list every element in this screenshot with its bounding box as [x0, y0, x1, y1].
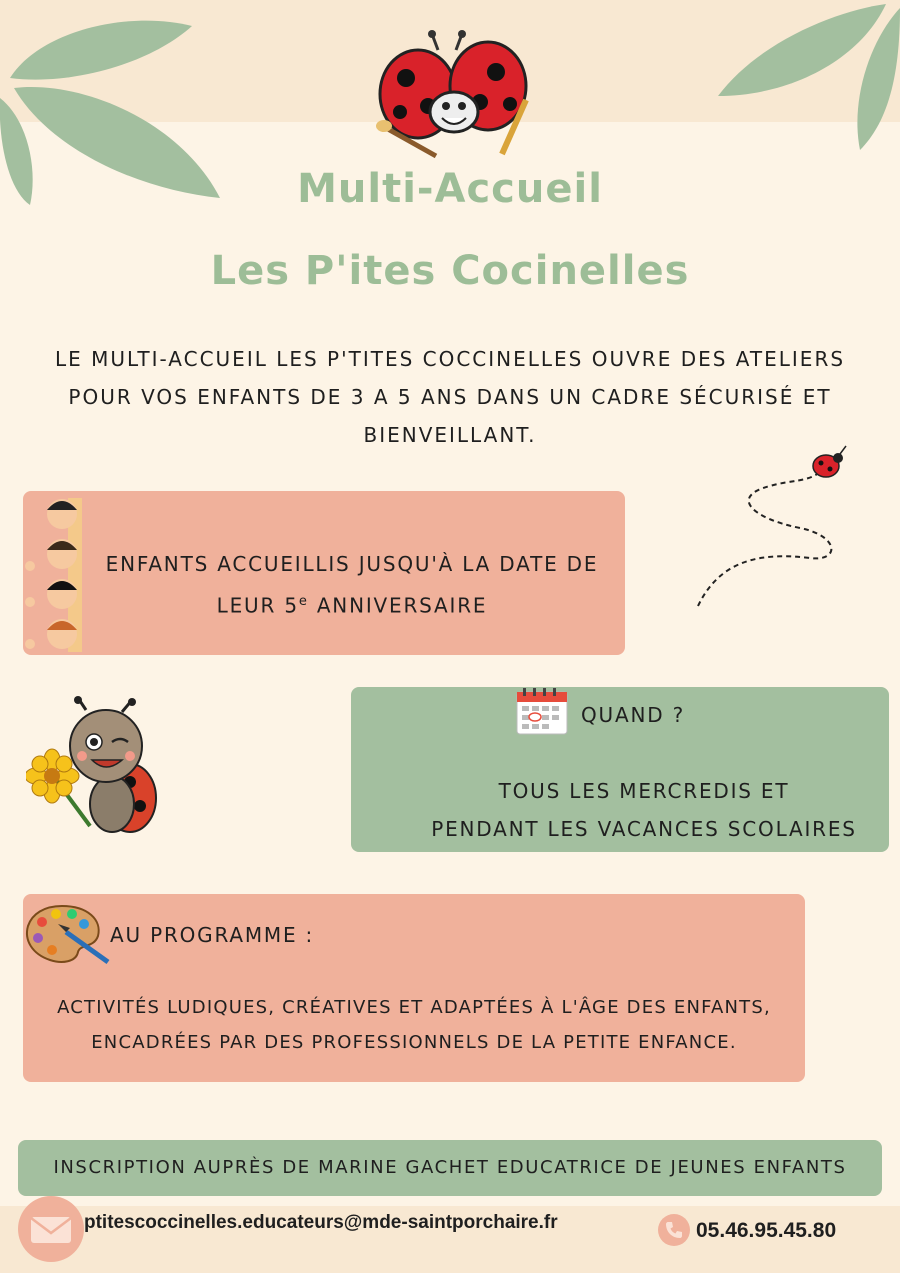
program-line: ENCADRÉES PAR DES PROFESSIONNELS DE LA PETITE ENFANCE.	[91, 1032, 737, 1053]
program-heading: AU PROGRAMME :	[110, 923, 315, 947]
when-heading: QUAND ?	[581, 703, 685, 727]
when-text	[386, 772, 900, 848]
calendar-icon	[515, 688, 569, 736]
leaf-icon	[700, 0, 900, 160]
age-line-prefix: LEUR 5	[216, 593, 299, 618]
intro-line: POUR VOS ENFANTS DE 3 A 5 ANS DANS UN CADRE SÉCURISÉ ET	[68, 385, 832, 409]
when-line: TOUS LES MERCREDIS ET	[498, 779, 790, 803]
ladybug-icon	[690, 440, 860, 620]
age-line: ENFANTS ACCUEILLIS JUSQU'À LA DATE DE	[105, 552, 599, 576]
program-text	[30, 990, 798, 1060]
when-line: PENDANT LES VACANCES SCOLAIRES	[431, 817, 857, 841]
age-line	[86, 583, 618, 625]
ladybug-flower-icon	[26, 696, 160, 842]
email-link[interactable]: ptitescoccinelles.educateurs@mde-saintporchaire.fr	[84, 1212, 558, 1233]
age-line-suffix: ANNIVERSAIRE	[308, 593, 488, 618]
inscription-banner: INSCRIPTION AUPRÈS DE MARINE GACHET EDUCATRICE DE JEUNES ENFANTS	[18, 1140, 882, 1196]
ladybug-mascot-icon	[376, 30, 536, 170]
intro-text	[30, 340, 870, 454]
palette-icon	[22, 902, 112, 966]
children-icon	[24, 494, 86, 654]
age-line-sup: e	[298, 594, 309, 609]
mail-icon	[18, 1196, 84, 1262]
program-line: ACTIVITÉS LUDIQUES, CRÉATIVES ET ADAPTÉES À L'ÂGE DES ENFANTS,	[57, 997, 771, 1018]
age-text	[86, 545, 618, 625]
phone-link[interactable]: 05.46.95.45.80	[696, 1219, 837, 1242]
intro-line: BIENVEILLANT.	[363, 423, 537, 447]
page-title: Multi-Accueil	[297, 166, 603, 212]
page-subtitle: Les P'ites Cocinelles	[210, 248, 690, 294]
intro-line: LE MULTI-ACCUEIL LES P'TITES COCCINELLES OUVRE DES ATELIERS	[54, 347, 846, 371]
phone-icon	[658, 1214, 690, 1246]
